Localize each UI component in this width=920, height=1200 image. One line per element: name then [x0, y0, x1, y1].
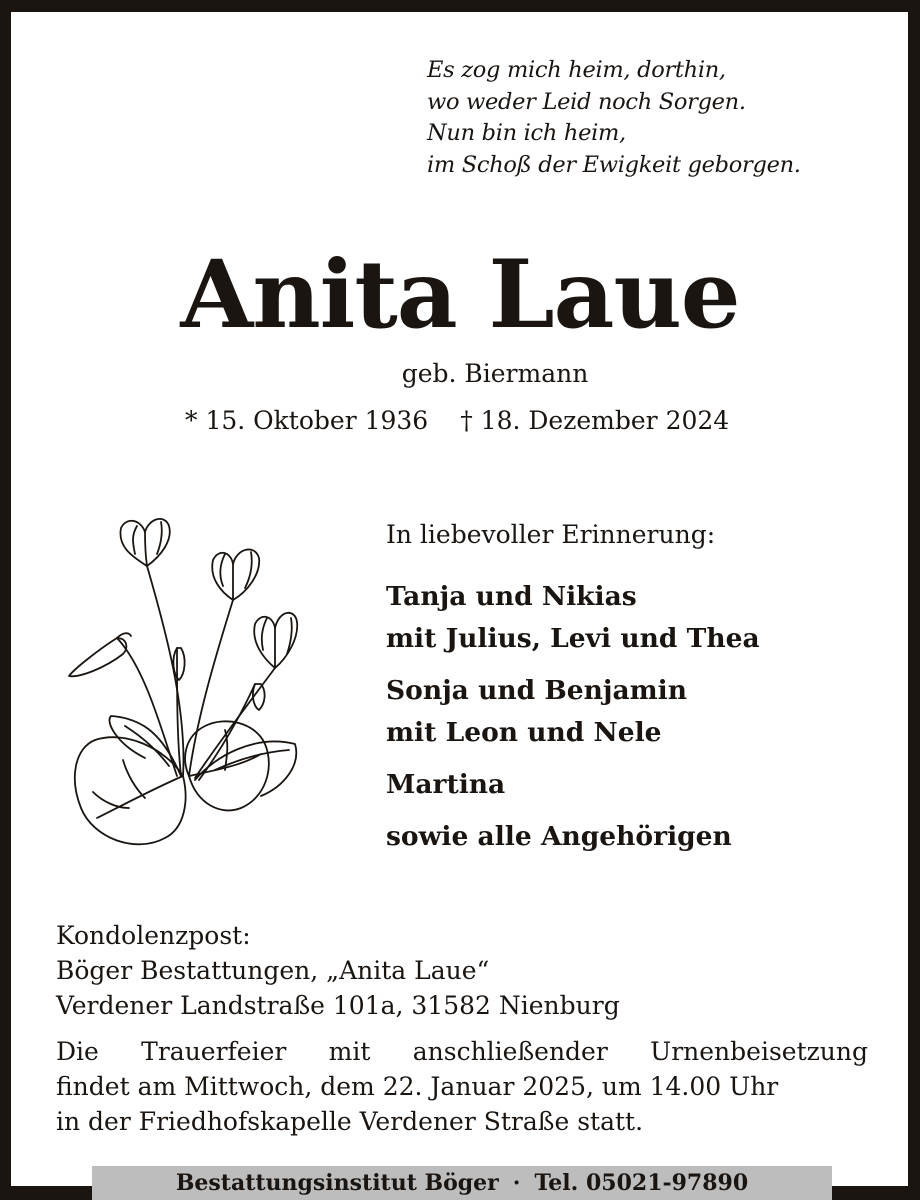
life-dates [185, 404, 729, 438]
ceremony-info [56, 1034, 868, 1139]
birth-date: * 15. Oktober 1936 [185, 406, 429, 435]
condolence-line: Kondolenzpost: [56, 921, 251, 950]
memory-heading: In liebevoller Erinnerung: [386, 520, 716, 549]
funeral-home-footer [92, 1166, 832, 1200]
ceremony-line: Die Trauerfeier mit anschließender Urnenbeisetzung [56, 1037, 868, 1066]
family-group [386, 764, 760, 806]
family-group [386, 576, 760, 660]
poem-line: im Schoß der Ewigkeit geborgen. [427, 151, 801, 178]
poem-line: Es zog mich heim, dorthin, [427, 57, 726, 83]
cyclamen-flower-icon [65, 508, 305, 860]
condolence-line: Böger Bestattungen, „Anita Laue“ [56, 956, 490, 985]
funeral-home-name: Bestattungsinstitut Böger [175, 1170, 499, 1196]
family-line: Sonja und Benjamin [386, 675, 688, 706]
condolence-line: Verdener Landstraße 101a, 31582 Nienburg [56, 991, 620, 1020]
death-date: † 18. Dezember 2024 [460, 406, 730, 435]
family-group [386, 670, 760, 754]
family-list [386, 576, 760, 868]
birth-name: geb. Biermann [401, 359, 589, 388]
family-group [386, 816, 760, 858]
deceased-name [0, 240, 920, 350]
family-line: mit Leon und Nele [386, 717, 662, 748]
funeral-home-phone: Tel. 05021-97890 [534, 1170, 749, 1196]
family-line: sowie alle Angehörigen [386, 821, 732, 852]
ceremony-line: in der Friedhofskapelle Verdener Straße statt. [56, 1107, 644, 1136]
family-line: Tanja und Nikias [386, 581, 637, 612]
deceased-name-text: Anita Laue [180, 240, 740, 350]
condolence-address [56, 918, 620, 1023]
poem-line: wo weder Leid noch Sorgen. [427, 88, 746, 115]
ceremony-line: findet am Mittwoch, dem 22. Januar 2025, um 14.00 Uhr [56, 1072, 779, 1101]
family-line: mit Julius, Levi und Thea [386, 623, 760, 654]
poem [427, 55, 801, 181]
footer-separator: · [512, 1170, 521, 1196]
family-line: Martina [386, 769, 506, 800]
frame-bottom-left [0, 1186, 92, 1200]
frame-bottom-right [832, 1186, 920, 1200]
poem-line: Nun bin ich heim, [427, 120, 626, 146]
